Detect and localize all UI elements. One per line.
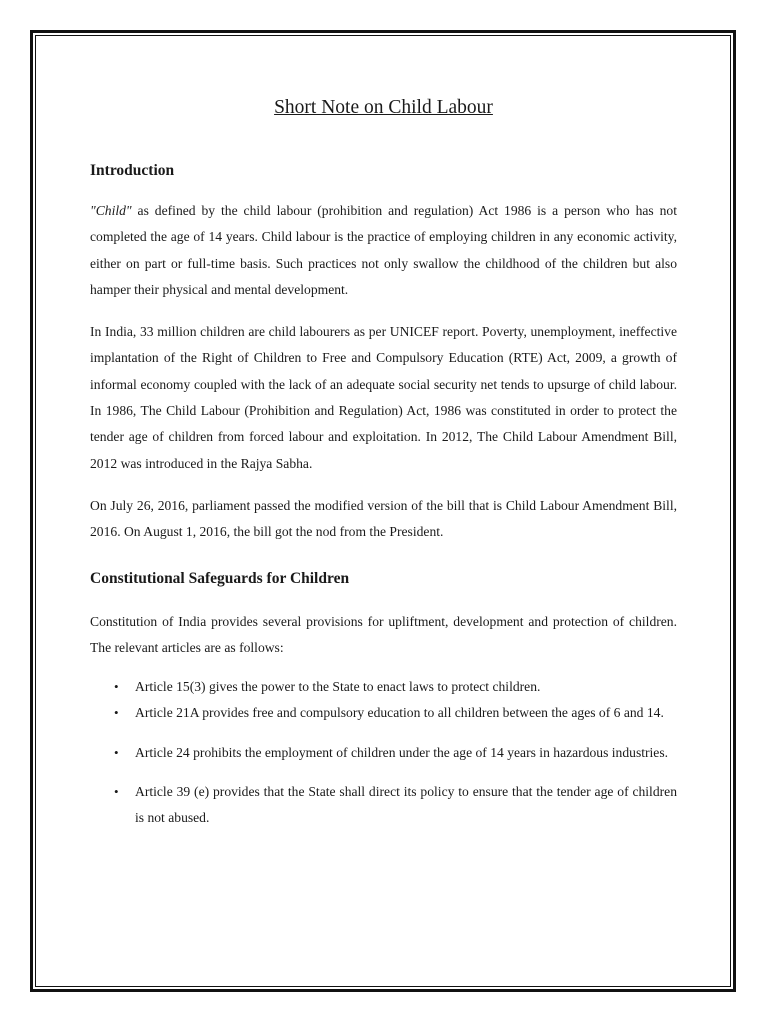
article-text: Article 15(3) gives the power to the State to enact laws to protect children. [135,679,541,695]
paragraph-child-definition [90,198,677,303]
paragraph-constitution-intro: Constitution of India provides several provisions for upliftment, development and protection of children. The relevant articles are as follows: [90,613,677,655]
articles-list [90,674,677,831]
article-text: Article 21A provides free and compulsory education to all children between the ages of 6 and 14. [135,705,664,721]
section-heading-introduction: Introduction [90,162,175,179]
list-item [90,740,677,766]
child-term: "Child" [90,203,132,218]
bullet-icon: • [114,744,119,760]
bullet-icon: • [114,705,119,721]
bullet-icon: • [114,679,119,695]
paragraph-text: as defined by the child labour (prohibition and regulation) Act 1986 is a person who has not completed the age of 14 years. Child labour is the practice of employing children in any economic activity, either on part or full-time basis. Such practices not only swallow the childhood of the children but also hamper their physical and mental development. [90,203,677,297]
section-introduction [90,159,677,546]
paragraph-india-statistics: In India, 33 million children are child labourers as per UNICEF report. Poverty, unemployment, ineffective implantation of the Right of Children to Free and Compulsory Education (RTE) Act, 2009, a growth of informal economy coupled with the lack of an adequate social security net tends to upsurge of child labour. In 1986, The Child Labour (Prohibition and Regulation) Act, 1986 was constituted in order to protect the tender age of children from forced labour and exploitation. In 2012, The Child Labour Amendment Bill, 2012 was introduced in the Rajya Sabha. [90,324,677,471]
paragraph-amendment-2016: On July 26, 2016, parliament passed the modified version of the bill that is Child Labour Amendment Bill, 2016. On August 1, 2016, the bill got the nod from the President. [90,497,677,540]
list-item [90,700,677,726]
list-item [90,674,677,700]
article-text: Article 39 (e) provides that the State shall direct its policy to ensure that the tender age of children is not abused. [135,784,677,826]
document-body [90,90,677,832]
article-text: Article 24 prohibits the employment of children under the age of 14 years in hazardous industries. [135,744,669,760]
list-item [90,779,677,832]
bullet-icon: • [114,784,119,800]
section-constitutional-safeguards [90,567,677,832]
section-heading-constitutional-safeguards: Constitutional Safeguards for Children [90,569,350,587]
document-title: Short Note on Child Labour [274,97,493,118]
